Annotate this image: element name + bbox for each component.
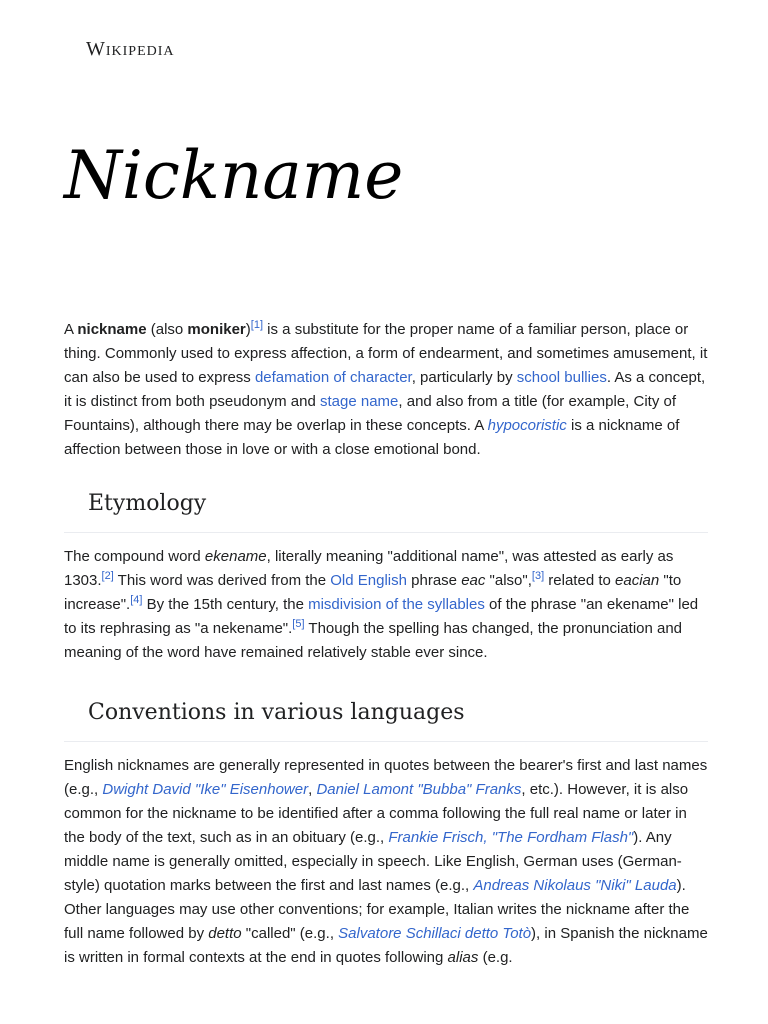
link-franks[interactable]: Daniel Lamont "Bubba" Franks [316,781,522,798]
bold-term-moniker: moniker [187,321,246,338]
link-pseudonym[interactable]: pseudonym [209,393,287,410]
bold-term-nickname: nickname [77,321,147,338]
link-misdivision-of-the-syllables[interactable]: misdivision of the syllables [308,596,485,613]
reference-link[interactable]: [1] [250,319,264,331]
link-frankie-frisch[interactable]: Frankie Frisch, "The Fordham Flash" [388,829,634,846]
link-school-bullies[interactable]: school bullies [516,369,607,386]
link-stage-name[interactable]: stage name [320,393,399,410]
reference-link[interactable]: [5] [292,618,305,630]
reference-link[interactable]: [4] [130,594,143,606]
link-eisenhower[interactable]: Dwight David "Ike" Eisenhower [102,781,309,798]
wikipedia-logo[interactable]: Wikipedia [86,38,175,60]
link-niki-lauda[interactable]: Andreas Nikolaus "Niki" Lauda [473,877,677,894]
link-defamation-of-character[interactable]: defamation of character [254,369,412,386]
section-heading-conventions: Conventions in various languages [64,697,708,742]
etymology-paragraph: The compound word ekename, literally meaning "additional name", was attested as early as 1303.[2] This word was derived from the Old English phrase eac "also",[3] related to eacian "to increase".[4] By the 15th century, the misdivision of the syllables of the phrase "an ekename" led to its rephrasing as "a nekename".[5] Though the spelling has changed, the pronunciation and meaning of the word have remained relatively stable ever since. [64,548,699,661]
link-old-english[interactable]: Old English [330,572,407,589]
reference-link[interactable]: [3] [531,570,545,582]
section-heading-etymology: Etymology [64,488,708,533]
conventions-paragraph: English nicknames are generally represented in quotes between the bearer's first and last names (e.g., Dwight David "Ike" Eisenhower, Daniel Lamont "Bubba" Franks, etc.). However, it is also common for the nickname to be identified after a comma following the full real name or later in the body of the text, such as in an obituary (e.g., Frankie Frisch, "The Fordham Flash"). Any middle name is generally omitted, especially in speech. Like English, German uses (German-style) quotation marks between the first and last names (e.g., Andreas Nikolaus "Niki" Lauda). Other languages may use other conventions; for example, Italian writes the nickname after the full name followed by detto "called" (e.g., Salvatore Schillaci detto Totò), in Spanish the nickname is written in formal contexts at the end in quotes following alias (e.g. [64,757,708,966]
link-salvatore-schillaci[interactable]: Salvatore Schillaci detto Totò [338,925,532,942]
link-hypocoristic[interactable]: hypocoristic [487,417,567,434]
reference-link[interactable]: [2] [101,570,114,582]
article-body [64,318,708,970]
lead-paragraph: A nickname (also moniker)[1] is a substitute for the proper name of a familiar person, place or thing. Commonly used to express affection, a form of endearment, and sometimes amusement, it can also be used to express defamation of character, particularly by school bullies. As a concept, it is distinct from both pseudonym and stage name, and also from a title (for example, City of Fountains), although there may be overlap in these concepts. A hypocoristic is a nickname of affection between those in love or with a close emotional bond. [64,319,708,458]
page-title: Nickname [64,137,404,214]
